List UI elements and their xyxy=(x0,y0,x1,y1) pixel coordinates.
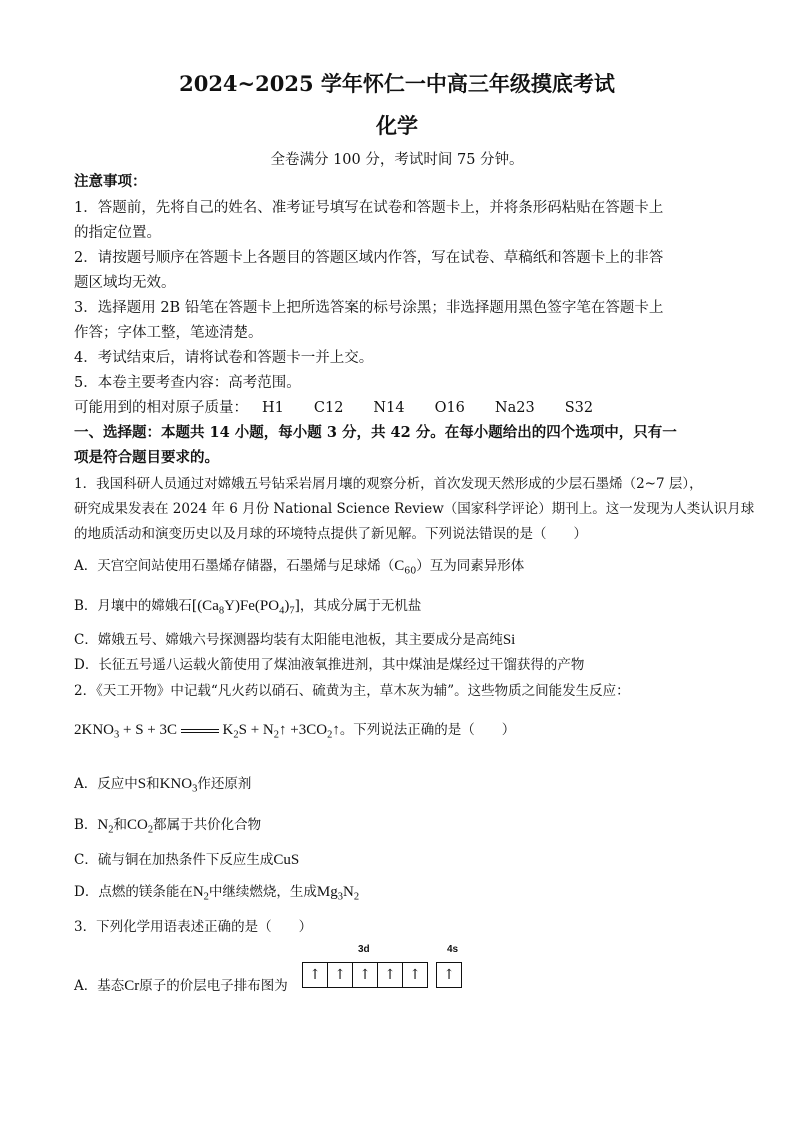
mass-na: Na23 xyxy=(494,400,535,416)
notice-line: 3．选择题用 2B 铅笔在答题卡上把所选答案的标号涂黑；非选择题用黑色签字笔在答题卡上 xyxy=(74,300,664,316)
exam-title: 2024~2025 学年怀仁一中高三年级摸底考试 xyxy=(179,71,615,96)
exam-note: 全卷满分 100 分，考试时间 75 分钟。 xyxy=(270,152,524,168)
q1-option-d: D．长征五号遥八运载火箭使用了煤油液氧推进剂，其中煤油是煤经过干馏获得的产物 xyxy=(74,657,585,673)
atomic-masses xyxy=(74,398,623,418)
q2-equation: $2KNO_3 + S + 3C$ $K_2S$ + $N_2↑$ $+3CO_2↑$。下列说法正确的是（ ） xyxy=(74,722,516,741)
notice-line: 作答；字体工整，笔迹清楚。 xyxy=(74,325,263,341)
mass-s: S32 xyxy=(564,400,594,416)
notice-line: 5．本卷主要考查内容：高考范围。 xyxy=(74,375,301,391)
mass-c: C12 xyxy=(313,400,344,416)
subject-title: 化学 xyxy=(376,113,418,138)
q1-option-b: B．月壤中的嫦娥石$[(Ca_8Y)Fe(PO_4)_7]$，其成分属于无机盐 xyxy=(74,598,422,617)
section-heading-cont: 项是符合题目要求的。 xyxy=(74,449,219,466)
notice-line: 的指定位置。 xyxy=(74,225,161,241)
q2-option-a: A．反应中S和$KNO_3$作还原剂 xyxy=(74,776,252,795)
up-arrow-icon: ↑ xyxy=(409,967,421,983)
q3-stem: 3．下列化学用语表述正确的是（ ） xyxy=(74,919,313,935)
orbital-4s-box xyxy=(436,962,462,988)
q2-option-d: D．点燃的镁条能在$N_2$中继续燃烧，生成$Mg_3N_2$ xyxy=(74,884,360,903)
mass-n: N14 xyxy=(373,400,405,416)
q2-option-b: B．$N_2$和$CO_2$都属于共价化合物 xyxy=(74,817,262,836)
q1-option-c: C．嫦娥五号、嫦娥六号探测器均装有太阳能电池板，其主要成分是高纯Si xyxy=(74,632,516,648)
up-arrow-icon: ↑ xyxy=(378,963,403,987)
notice-line: 2．请按题号顺序在答题卡上各题目的答题区域内作答，写在试卷、草稿纸和答题卡上的非答 xyxy=(74,250,664,266)
notice-heading: 注意事项： xyxy=(74,173,147,190)
q1-stem: 的地质活动和演变历史以及月球的环境特点提供了新见解。下列说法错误的是（ ） xyxy=(74,526,587,542)
up-arrow-icon: ↑ xyxy=(328,963,353,987)
up-arrow-icon: ↑ xyxy=(353,963,378,987)
q3-option-a: A．基态Cr原子的价层电子排布图为 xyxy=(74,978,288,994)
notice-line: 4．考试结束后，请将试卷和答题卡一并上交。 xyxy=(74,350,374,366)
q1-stem: 1．我国科研人员通过对嫦娥五号钻采岩屑月壤的观察分析，首次发现天然形成的少层石墨烯（2~7 层）， xyxy=(74,476,703,492)
orbital-3d-label: 3d xyxy=(358,944,370,955)
mass-h: H1 xyxy=(262,400,284,416)
mass-o: O16 xyxy=(434,400,465,416)
q2-stem: 2．《天工开物》中记载“凡火药以硝石、硫黄为主，草木灰为辅”。这些物质之间能发生反应： xyxy=(74,683,630,699)
orbital-3d-boxes xyxy=(302,962,428,988)
section-heading: 一、选择题：本题共 14 小题，每小题 3 分，共 42 分。在每小题给出的四个选项中，只有一 xyxy=(74,424,677,441)
notice-line: 题区域均无效。 xyxy=(74,275,176,291)
up-arrow-icon: ↑ xyxy=(303,963,328,987)
notice-line: 1．答题前，先将自己的姓名、准考证号填写在试卷和答题卡上，并将条形码粘贴在答题卡上 xyxy=(74,200,664,216)
q2-option-c: C．硫与铜在加热条件下反应生成CuS xyxy=(74,852,300,868)
q1-stem: 研究成果发表在 2024 年 6 月份 National Science Review（国家科学评论）期刊上。这一发现为人类认识月球 xyxy=(74,501,755,517)
up-arrow-icon: ↑ xyxy=(443,967,455,983)
q1-option-a: A．天宫空间站使用石墨烯存储器，石墨烯与足球烯$(C_{60})$互为同素异形体 xyxy=(74,558,525,577)
masses-label: 可能用到的相对原子质量： xyxy=(74,400,248,416)
orbital-4s-label: 4s xyxy=(447,944,459,955)
